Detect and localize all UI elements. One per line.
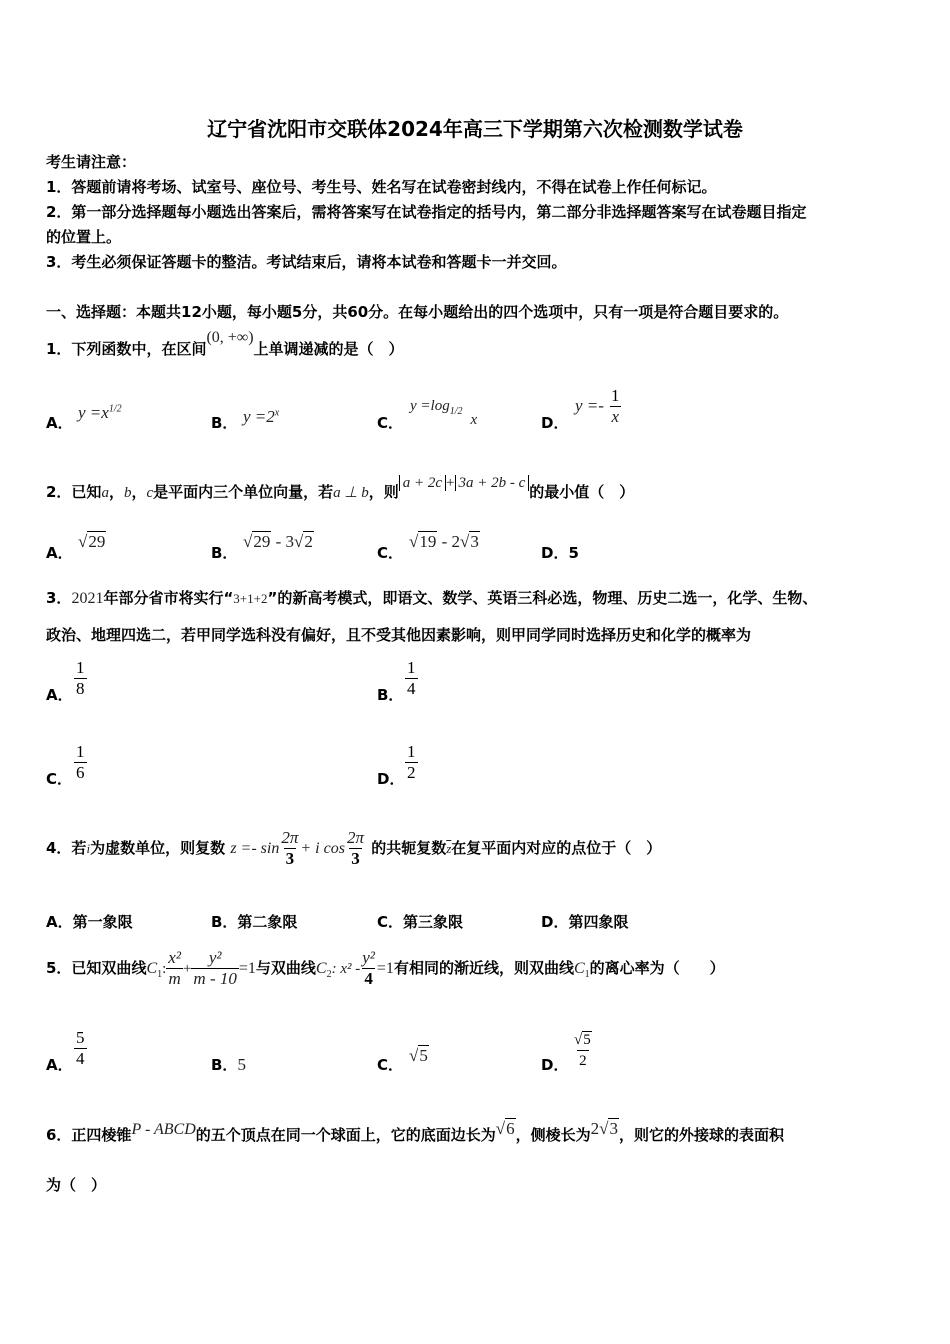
q3-label-c: C． [46,770,73,788]
q4-option-a: A．第一象限 [46,913,133,931]
q4-option-b: B．第二象限 [211,913,298,931]
q4-option-c: C．第三象限 [377,913,464,931]
question-5-stem: 5．已知双曲线$C_1$: $\frac{\text{x²}}{m}$ + $\frac{\text{y²}}{m - 10}$ =1与双曲线$C_2$: x² - $\frac{\text{y²}}{4}$ =1有相同的渐近线，则双曲线$C_1$的离心率为（ ） [46,948,725,988]
q2-option-a: √29 [78,532,106,551]
q1-option-d: y =- $\frac{1}{x}$ [575,386,620,426]
q5-option-d: $\frac{√5}{2}$ [574,1032,591,1069]
q5-option-a: $\frac{5}{4}$ [76,1028,85,1068]
q5-label-a: A． [46,1056,73,1074]
notice-item-2: 2．第一部分选择题每小题选出答案后，需将答案写在试卷指定的括号内，第二部分非选择题答案写在试卷题目指定 [46,203,807,221]
q2-label-a: A． [46,544,73,562]
q2-option-c: √19 - 2√3 [409,532,479,551]
notice-item-3: 3．考生必须保证答题卡的整洁。考试结束后，请将本试卷和答题卡一并交回。 [46,253,567,271]
notice-item-1: 1．答题前请将考场、试室号、座位号、考生号、姓名写在试卷密封线内，不得在试卷上作任何标记。 [46,178,717,196]
interval: (0, +∞) [206,329,254,346]
question-3-line-2: 政治、地理四选二，若甲同学选科没有偏好，且不受其他因素影响，则甲同学同时选择历史和化学的概率为 [46,626,752,644]
q1-option-c: $y =\log_{1/2}x$ [410,398,478,428]
q5-label-c: C． [377,1056,404,1074]
q2-label-c: C． [377,544,404,562]
q2-label-d: D．5 [541,544,579,562]
q1-label-b: B． [211,414,238,432]
q1-label-a: A． [46,414,73,432]
q1-label-c: C． [377,414,404,432]
q3-option-b: $\frac{1}{4}$ [407,658,416,698]
q1-option-a: $y =x^{1/2}$ [78,403,122,422]
section-heading: 一、选择题：本题共12小题，每小题5分，共60分。在每小题给出的四个选项中，只有一项是符合题目要求的。 [46,303,789,321]
q3-label-d: D． [377,770,405,788]
question-3-line-1: 3．2021年部分省市将实行“3+1+2”的新高考模式，即语文、数学、英语三科必选，物理、历史二选一，化学、生物、 [46,589,818,607]
q5-label-b: B．5 [211,1055,246,1074]
q3-label-a: A． [46,686,73,704]
q3-option-a: $\frac{1}{8}$ [76,658,85,698]
q1-label-d: D． [541,414,569,432]
q3-option-c: $\frac{1}{6}$ [76,742,85,782]
q3-label-b: B． [377,686,404,704]
q3-option-d: $\frac{1}{2}$ [407,742,416,782]
question-2-stem: 2．已知a，b，c是平面内三个单位向量，若a ⊥ b，则 a + 2c + 3a + 2b - c 的最小值（ ） [46,475,635,501]
q5-label-d: D． [541,1056,569,1074]
q2-option-b: √29 - 3√2 [243,532,313,551]
q1-option-b: $y =2^x$ [243,407,280,426]
question-6-line-1: 6．正四棱锥P - ABCD的五个顶点在同一个球面上，它的底面边长为√6，侧棱长为2√3，则它的外接球的表面积 [46,1119,784,1144]
question-1-stem: 1．下列函数中，在区间(0, +∞)上单调递减的是（ ） [46,329,404,358]
notice-heading: 考生请注意： [46,153,137,171]
q2-label-b: B． [211,544,238,562]
notice-item-2-cont: 的位置上。 [46,228,122,246]
page-title: 辽宁省沈阳市交联体2024年高三下学期第六次检测数学试卷 [207,117,743,141]
q5-option-c: √5 [409,1046,428,1065]
question-4-stem: 4．若i为虚数单位，则复数 z =- sin $\frac{2\pi}{3}$ + i cos $\frac{2\pi}{3}$ 的共轭复数$\overline{z}$在复平面内对应的点位于（ ） [46,828,662,868]
q4-option-d: D．第四象限 [541,913,629,931]
question-6-line-2: 为（ ） [46,1176,107,1194]
